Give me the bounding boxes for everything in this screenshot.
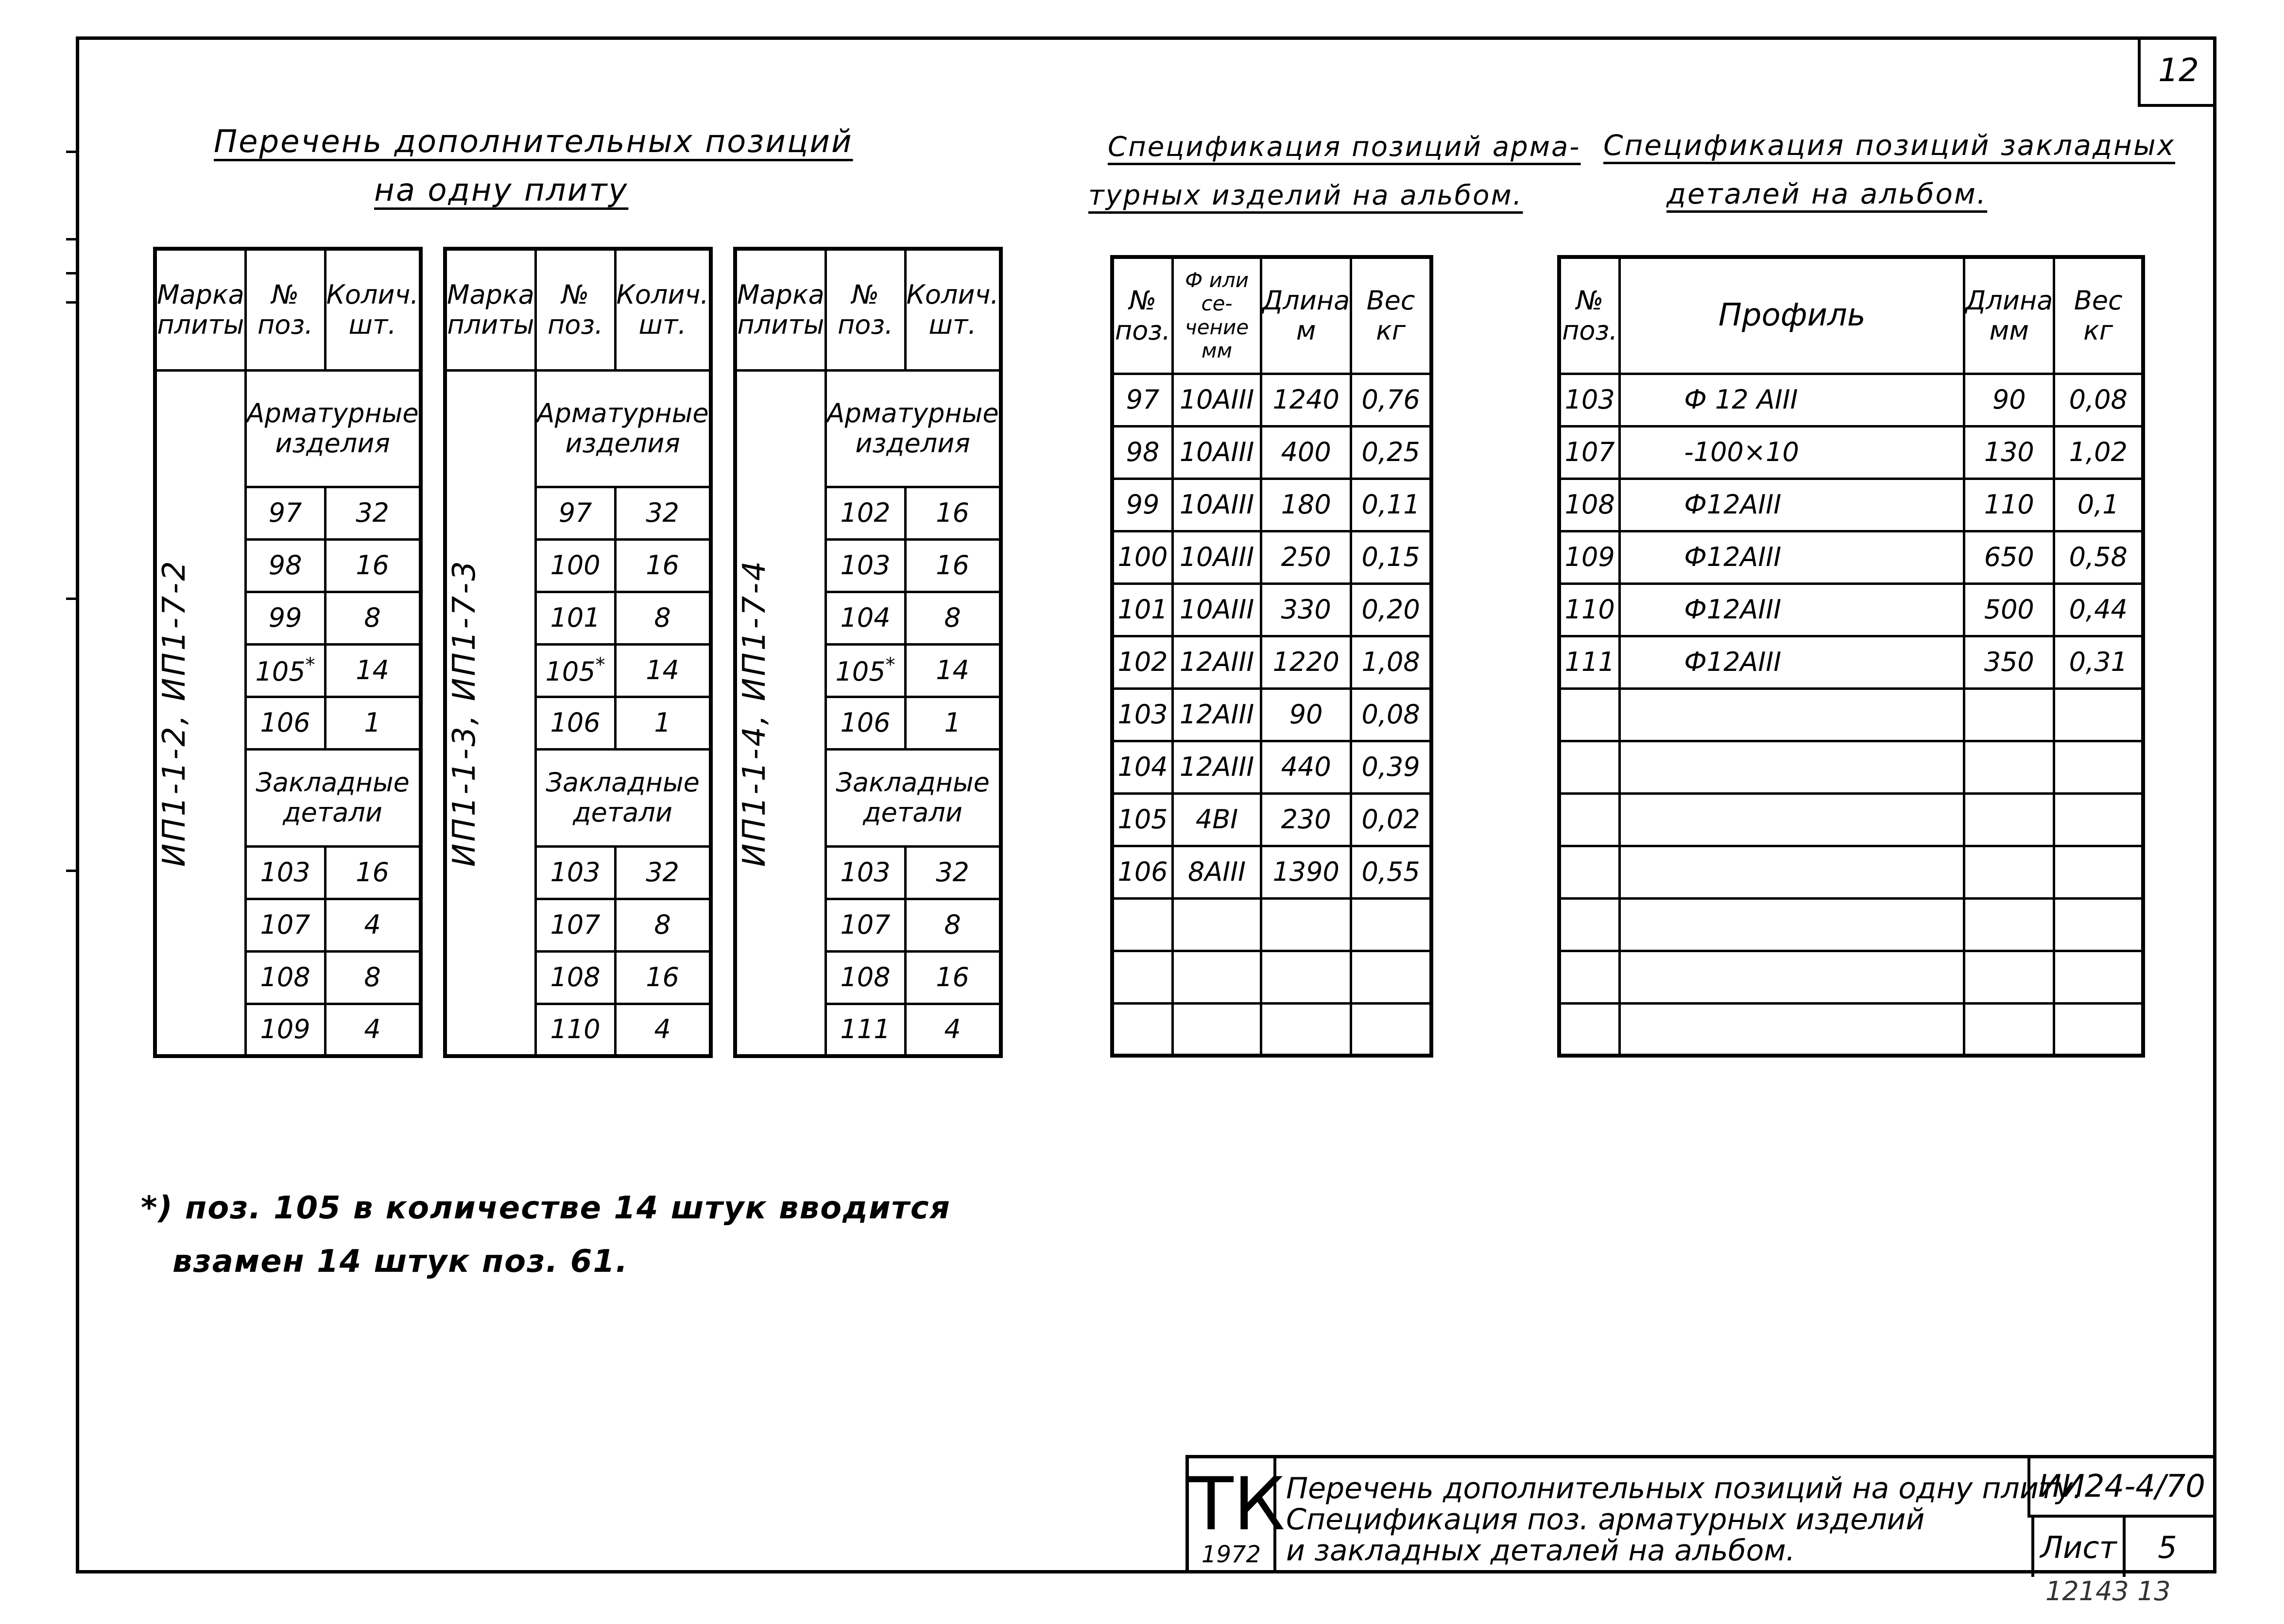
empty-cell [1112,1003,1173,1056]
group-rebar-label: Арматурные изделия [825,370,1000,487]
pos-cell: 108 [825,951,905,1004]
header-mark: Марка плиты [735,249,825,370]
spec-length: 230 [1261,793,1351,846]
spec-pos: 111 [1559,636,1620,688]
pos-cell: 106 [535,697,615,749]
empty-cell [1173,951,1261,1003]
org-code: ТК [1189,1462,1286,1547]
spec-diameter: 10AIII [1173,426,1261,479]
qty-cell: 4 [905,1004,1001,1056]
empty-cell [1559,951,1620,1003]
empty-cell [1112,951,1173,1003]
sheet-number: 12 [2138,36,2216,107]
empty-cell [1173,898,1261,951]
empty-cell [1620,741,1964,793]
pos-cell: 108 [245,951,325,1004]
spec-length: 400 [1261,426,1351,479]
header-pos: № поз. [1112,257,1173,374]
header-length: Длина мм [1964,257,2054,374]
qty-cell: 16 [905,487,1001,539]
empty-cell [1559,793,1620,846]
header-pos: № поз. [825,249,905,370]
empty-cell [1559,1003,1620,1056]
spec-pos: 106 [1112,846,1173,898]
empty-cell [1620,688,1964,741]
spec-diameter: 10AIII [1173,374,1261,426]
header-mark: Марка плиты [445,249,535,370]
group-rebar-label: Арматурные изделия [245,370,420,487]
pos-cell: 107 [245,899,325,951]
embed-title-line1: Спецификация позиций закладных [1603,129,2176,162]
empty-cell [1261,1003,1351,1056]
spec-diameter: 12AIII [1173,741,1261,793]
spec-diameter: 4BI [1173,793,1261,846]
spec-pos: 105 [1112,793,1173,846]
qty-cell: 4 [325,899,421,951]
pos-value: 105 [255,656,306,687]
empty-cell [1559,688,1620,741]
pos-cell: 110 [535,1004,615,1056]
panel-list-3 [733,247,1003,1058]
spec-weight: 1,08 [1351,636,1431,688]
qty-cell: 16 [905,951,1001,1004]
qty-cell: 32 [905,846,1001,899]
header-profile: Профиль [1620,257,1964,374]
panel-mark: ИП1-1-3, ИП1-7-3 [446,559,482,867]
pos-value: 105 [545,656,596,687]
qty-cell: 16 [325,846,421,899]
pos-cell: 97 [535,487,615,539]
qty-cell: 32 [325,487,421,539]
spec-pos: 98 [1112,426,1173,479]
pos-cell [245,644,325,697]
qty-cell: 8 [905,899,1001,951]
qty-cell: 8 [905,592,1001,644]
pos-cell: 107 [535,899,615,951]
header-diameter: Ф или се- чение мм [1173,257,1261,374]
qty-cell: 32 [615,487,711,539]
qty-cell: 14 [615,644,711,697]
panel-mark: ИП1-1-4, ИП1-7-4 [737,559,773,867]
pos-cell: 109 [245,1004,325,1056]
spec-diameter: 8AIII [1173,846,1261,898]
rebar-spec-table [1110,255,1433,1058]
qty-cell: 1 [615,697,711,749]
spec-weight: 0,25 [1351,426,1431,479]
spec-profile: Ф12AIII [1620,531,1964,583]
empty-cell [1964,898,2054,951]
spec-weight: 0,11 [1351,479,1431,531]
spec-weight: 0,44 [2054,583,2143,636]
header-mark: Марка плиты [155,249,245,370]
qty-cell: 14 [325,644,421,697]
desc-line1: Перечень дополнительных позиций на одну плиту. [1286,1471,2082,1505]
group-rebar-label: Арматурные изделия [535,370,710,487]
spec-diameter: 12AIII [1173,688,1261,741]
pos-cell: 104 [825,592,905,644]
sheet-num: 5 [2158,1529,2177,1565]
pos-cell: 102 [825,487,905,539]
year: 1972 [1201,1541,1261,1568]
series-code: ИИ24-4/70 [2027,1458,2213,1518]
empty-cell [1112,898,1173,951]
spec-length: 440 [1261,741,1351,793]
empty-cell [1620,793,1964,846]
qty-cell: 8 [325,592,421,644]
empty-cell [2054,898,2143,951]
asterisk-mark: * [885,653,895,676]
spec-length: 1390 [1261,846,1351,898]
panel-mark-cell [155,370,245,1056]
rebar-title-line2: турных изделий на альбом. [1088,180,1523,211]
binding-tick [66,272,77,274]
group-embed-label: Закладные детали [245,749,420,846]
pos-cell: 106 [825,697,905,749]
stamp-description [1286,1473,2082,1566]
spec-weight: 0,08 [1351,688,1431,741]
spec-profile: Ф 12 AIII [1620,374,1964,426]
pos-cell: 103 [825,846,905,899]
qty-cell: 16 [615,539,711,592]
spec-diameter: 10AIII [1173,583,1261,636]
spec-length: 110 [1964,479,2054,531]
empty-cell [2054,793,2143,846]
spec-pos: 104 [1112,741,1173,793]
spec-weight: 0,76 [1351,374,1431,426]
empty-cell [2054,741,2143,793]
spec-diameter: 10AIII [1173,479,1261,531]
empty-cell [1559,898,1620,951]
spec-pos: 110 [1559,583,1620,636]
pos-cell: 98 [245,539,325,592]
spec-weight: 0,08 [2054,374,2143,426]
empty-cell [2054,1003,2143,1056]
list-title-line2: на одну плиту [374,172,629,208]
spec-profile: -100×10 [1620,426,1964,479]
desc-line2: Спецификация поз. арматурных изделий [1286,1503,1925,1537]
spec-length: 180 [1261,479,1351,531]
spec-pos: 100 [1112,531,1173,583]
sheet-label: Лист [2031,1518,2126,1577]
binding-tick [66,870,77,872]
qty-cell: 1 [905,697,1001,749]
spec-pos: 108 [1559,479,1620,531]
pos-cell: 99 [245,592,325,644]
qty-cell: 8 [325,951,421,1004]
qty-cell: 16 [325,539,421,592]
binding-tick [66,238,77,240]
empty-cell [2054,951,2143,1003]
spec-length: 250 [1261,531,1351,583]
header-qty: Колич. шт. [615,249,711,370]
empty-cell [1964,846,2054,898]
qty-cell: 16 [615,951,711,1004]
inventory-number: 12143 13 [2045,1576,2171,1607]
group-embed-label: Закладные детали [825,749,1000,846]
empty-cell [1620,898,1964,951]
spec-length: 130 [1964,426,2054,479]
spec-weight: 0,15 [1351,531,1431,583]
spec-pos: 101 [1112,583,1173,636]
spec-length: 90 [1261,688,1351,741]
spec-diameter: 10AIII [1173,531,1261,583]
spec-weight: 0,58 [2054,531,2143,583]
embed-spec-table [1557,255,2145,1058]
footnote-line2: взамен 14 штук поз. 61. [172,1244,629,1280]
empty-cell [1964,951,2054,1003]
spec-profile: Ф12AIII [1620,583,1964,636]
pos-cell: 111 [825,1004,905,1056]
spec-length: 500 [1964,583,2054,636]
spec-pos: 109 [1559,531,1620,583]
qty-cell: 16 [905,539,1001,592]
list-title-line1: Перечень дополнительных позиций [214,124,853,160]
empty-cell [1620,1003,1964,1056]
header-pos: № поз. [1559,257,1620,374]
header-qty: Колич. шт. [325,249,421,370]
pos-cell: 101 [535,592,615,644]
pos-cell: 103 [245,846,325,899]
spec-pos: 103 [1559,374,1620,426]
spec-weight: 0,31 [2054,636,2143,688]
spec-length: 90 [1964,374,2054,426]
pos-cell: 108 [535,951,615,1004]
spec-weight: 1,02 [2054,426,2143,479]
pos-cell [535,644,615,697]
binding-tick [66,151,77,153]
spec-length: 1240 [1261,374,1351,426]
empty-cell [1559,741,1620,793]
empty-cell [1964,793,2054,846]
qty-cell: 14 [905,644,1001,697]
empty-cell [1351,951,1431,1003]
spec-weight: 0,1 [2054,479,2143,531]
pos-value: 105 [835,656,886,687]
empty-cell [1351,898,1431,951]
header-weight: Вес кг [1351,257,1431,374]
spec-weight: 0,02 [1351,793,1431,846]
title-block [1185,1455,2216,1573]
header-weight: Вес кг [2054,257,2143,374]
pos-cell: 103 [535,846,615,899]
spec-diameter: 12AIII [1173,636,1261,688]
empty-cell [1351,1003,1431,1056]
panel-mark-cell [445,370,535,1056]
qty-cell: 4 [615,1004,711,1056]
header-length: Длина м [1261,257,1351,374]
binding-tick [66,598,77,600]
panel-mark-cell [735,370,825,1056]
rebar-title-line1: Спецификация позиций арма- [1108,131,1581,163]
spec-profile: Ф12AIII [1620,636,1964,688]
empty-cell [1261,951,1351,1003]
spec-weight: 0,20 [1351,583,1431,636]
header-qty: Колич. шт. [905,249,1001,370]
pos-cell: 106 [245,697,325,749]
empty-cell [1964,688,2054,741]
pos-cell: 100 [535,539,615,592]
panel-list-2 [443,247,713,1058]
header-pos: № поз. [245,249,325,370]
spec-pos: 102 [1112,636,1173,688]
pos-cell: 97 [245,487,325,539]
spec-weight: 0,55 [1351,846,1431,898]
qty-cell: 8 [615,899,711,951]
spec-pos: 99 [1112,479,1173,531]
empty-cell [2054,846,2143,898]
empty-cell [1261,898,1351,951]
empty-cell [2054,688,2143,741]
pos-cell: 103 [825,539,905,592]
spec-pos: 103 [1112,688,1173,741]
panel-mark: ИП1-1-2, ИП1-7-2 [156,559,192,867]
empty-cell [1620,951,1964,1003]
qty-cell: 1 [325,697,421,749]
embed-title-line2: деталей на альбом. [1666,177,1988,210]
spec-pos: 107 [1559,426,1620,479]
asterisk-mark: * [595,653,605,676]
qty-cell: 32 [615,846,711,899]
desc-line3: и закладных деталей на альбом. [1286,1534,1795,1568]
empty-cell [1620,846,1964,898]
spec-length: 650 [1964,531,2054,583]
group-embed-label: Закладные детали [535,749,710,846]
binding-tick [66,301,77,304]
qty-cell: 8 [615,592,711,644]
spec-weight: 0,39 [1351,741,1431,793]
footnote-line1: *) поз. 105 в количестве 14 штук вводится [141,1190,951,1226]
panel-list-1 [153,247,423,1058]
empty-cell [1964,1003,2054,1056]
header-pos: № поз. [535,249,615,370]
spec-length: 330 [1261,583,1351,636]
spec-profile: Ф12AIII [1620,479,1964,531]
spec-length: 1220 [1261,636,1351,688]
org-cell [1189,1458,1286,1570]
qty-cell: 4 [325,1004,421,1056]
empty-cell [1173,1003,1261,1056]
empty-cell [1964,741,2054,793]
pos-cell [825,644,905,697]
pos-cell: 107 [825,899,905,951]
spec-pos: 97 [1112,374,1173,426]
empty-cell [1559,846,1620,898]
asterisk-mark: * [305,653,315,676]
spec-length: 350 [1964,636,2054,688]
